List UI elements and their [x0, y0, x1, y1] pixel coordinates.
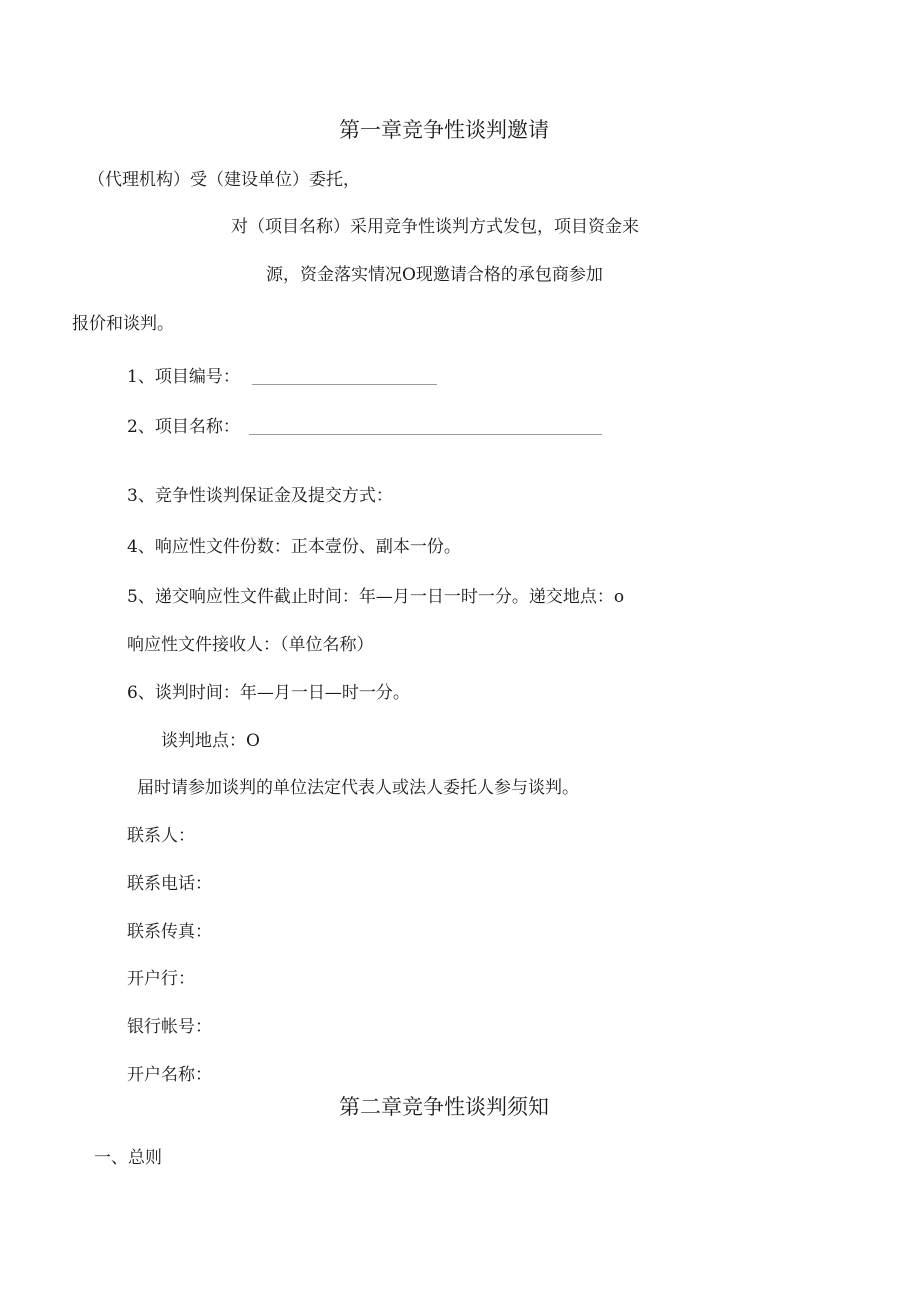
intro-line-2: 对（项目名称）采用竞争性谈判方式发包，项目资金来 — [231, 217, 639, 237]
item-deadline: 5、递交响应性文件截止时间：年—月一日一时一分。递交地点：o — [127, 587, 625, 607]
contact-phone: 联系电话： — [127, 874, 212, 894]
project-number-blank-line — [252, 384, 437, 385]
chapter1-title: 第一章竞争性谈判邀请 — [339, 118, 549, 142]
section-general: 一、总则 — [94, 1148, 162, 1168]
account-name: 开户名称： — [127, 1065, 212, 1085]
contact-fax: 联系传真： — [127, 922, 212, 942]
chapter2-title: 第二章竞争性谈判须知 — [339, 1095, 549, 1119]
item-project-number: 1、项目编号： — [127, 367, 240, 387]
project-name-blank-line — [249, 434, 602, 435]
receiver-line: 响应性文件接收人：（单位名称） — [127, 635, 374, 655]
attend-note: 届时请参加谈判的单位法定代表人或法人委托人参与谈判。 — [137, 778, 579, 798]
item-project-name: 2、项目名称： — [127, 417, 240, 437]
item-deposit: 3、竞争性谈判保证金及提交方式： — [127, 486, 393, 506]
negotiation-location: 谈判地点：O — [161, 731, 260, 751]
item-negotiation-time: 6、谈判时间：年—月一日—时一分。 — [127, 683, 410, 703]
contact-person: 联系人： — [127, 826, 195, 846]
bank-account: 银行帐号： — [127, 1017, 212, 1037]
bank-name: 开户行： — [127, 969, 195, 989]
intro-line-3: 源，资金落实情况O现邀请合格的承包商参加 — [266, 265, 603, 285]
item-copies: 4、响应性文件份数：正本壹份、副本一份。 — [127, 537, 461, 557]
intro-line-1: （代理机构）受（建设单位）委托， — [88, 170, 360, 190]
intro-line-4: 报价和谈判。 — [72, 314, 174, 334]
